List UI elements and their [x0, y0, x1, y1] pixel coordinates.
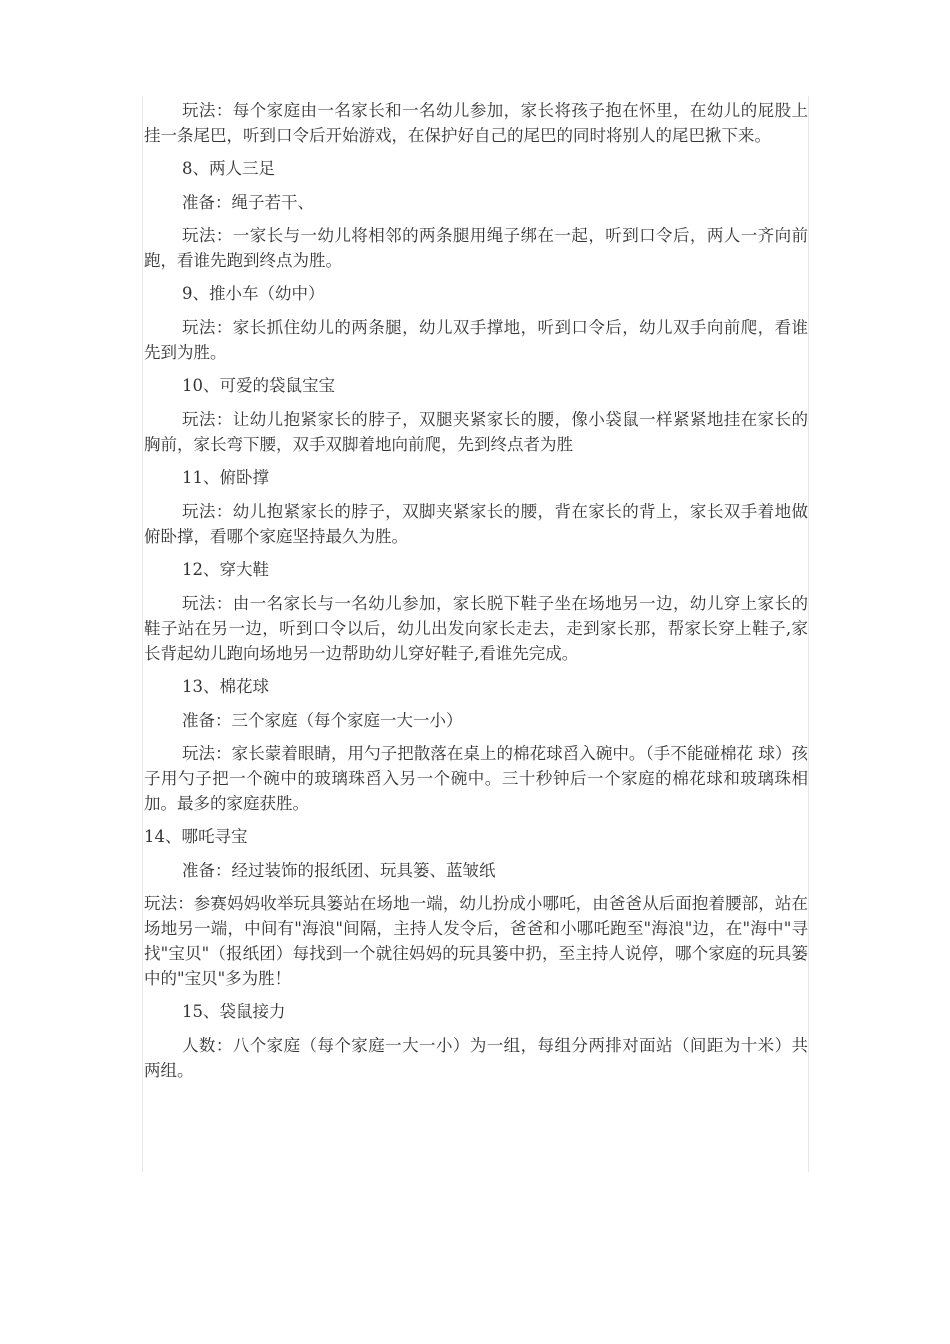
game-12-title: 12、穿大鞋 [182, 560, 269, 579]
game-7-rules: 玩法：每个家庭由一名家长和一名幼儿参加，家长将孩子抱在怀里，在幼儿的屁股上挂一条尾巴，听到口令后开始游戏，在保护好自己的尾巴的同时将别人的尾巴揪下来。 [144, 101, 808, 145]
game-8-title: 8、两人三足 [182, 159, 275, 178]
right-border-line [808, 96, 809, 1172]
game-13-rules: 玩法：家长蒙着眼睛，用勺子把散落在桌上的棉花球舀入碗中。（手不能碰棉花 球）孩子用勺子把一个碗中的玻璃珠舀入另一个碗中。三十秒钟后一个家庭的棉花球和玻璃珠相加。最多的家庭获胜。 [144, 744, 808, 813]
game-12-rules: 玩法：由一名家长与一名幼儿参加，家长脱下鞋子坐在场地另一边，幼儿穿上家长的鞋子站在另一边，听到口令以后，幼儿出发向家长走去，走到家长那，帮家长穿上鞋子,家长背起幼儿跑向场地另一边帮助幼儿穿好鞋子,看谁先完成。 [144, 594, 808, 663]
game-11-rules: 玩法：幼儿抱紧家长的脖子，双脚夹紧家长的腰，背在家长的背上，家长双手着地做俯卧撑，看哪个家庭坚持最久为胜。 [144, 502, 808, 546]
game-11-title: 11、俯卧撑 [182, 468, 269, 487]
game-14-rules: 玩法：参赛妈妈收举玩具篓站在场地一端，幼儿扮成小哪吒，由爸爸从后面抱着腰部，站在场地另一端，中间有"海浪"间隔，主持人发令后，爸爸和小哪吒跑至"海浪"边，在"海中"寻找"宝贝"（报纸团）每找到一个就往妈妈的玩具篓中扔，至主持人说停，哪个家庭的玩具篓中的"宝贝"多为胜！ [144, 894, 808, 988]
document-body [144, 98, 808, 1091]
game-8-rules: 玩法：一家长与一幼儿将相邻的两条腿用绳子绑在一起，听到口令后，两人一齐向前跑，看谁先跑到终点为胜。 [144, 226, 808, 270]
game-15-participants: 人数：八个家庭（每个家庭一大一小）为一组，每组分两排对面站（间距为十米）共两组。 [144, 1036, 808, 1080]
game-14-title: 14、哪吒寻宝 [144, 827, 248, 846]
game-13-preparation: 准备：三个家庭（每个家庭一大一小） [182, 711, 463, 730]
game-10-title: 10、可爱的袋鼠宝宝 [182, 376, 335, 395]
game-10-rules: 玩法：让幼儿抱紧家长的脖子，双腿夹紧家长的腰，像小袋鼠一样紧紧地挂在家长的胸前，家长弯下腰，双手双脚着地向前爬，先到终点者为胜 [144, 410, 808, 454]
left-border-line [142, 96, 143, 1172]
game-9-rules: 玩法：家长抓住幼儿的两条腿，幼儿双手撑地，听到口令后，幼儿双手向前爬，看谁先到为胜。 [144, 318, 808, 362]
game-8-preparation: 准备：绳子若干、 [182, 193, 314, 212]
game-15-title: 15、袋鼠接力 [182, 1002, 286, 1021]
game-14-preparation: 准备：经过装饰的报纸团、玩具篓、蓝皱纸 [182, 861, 496, 880]
game-9-title: 9、推小车（幼中） [182, 284, 325, 303]
game-13-title: 13、棉花球 [182, 677, 269, 696]
